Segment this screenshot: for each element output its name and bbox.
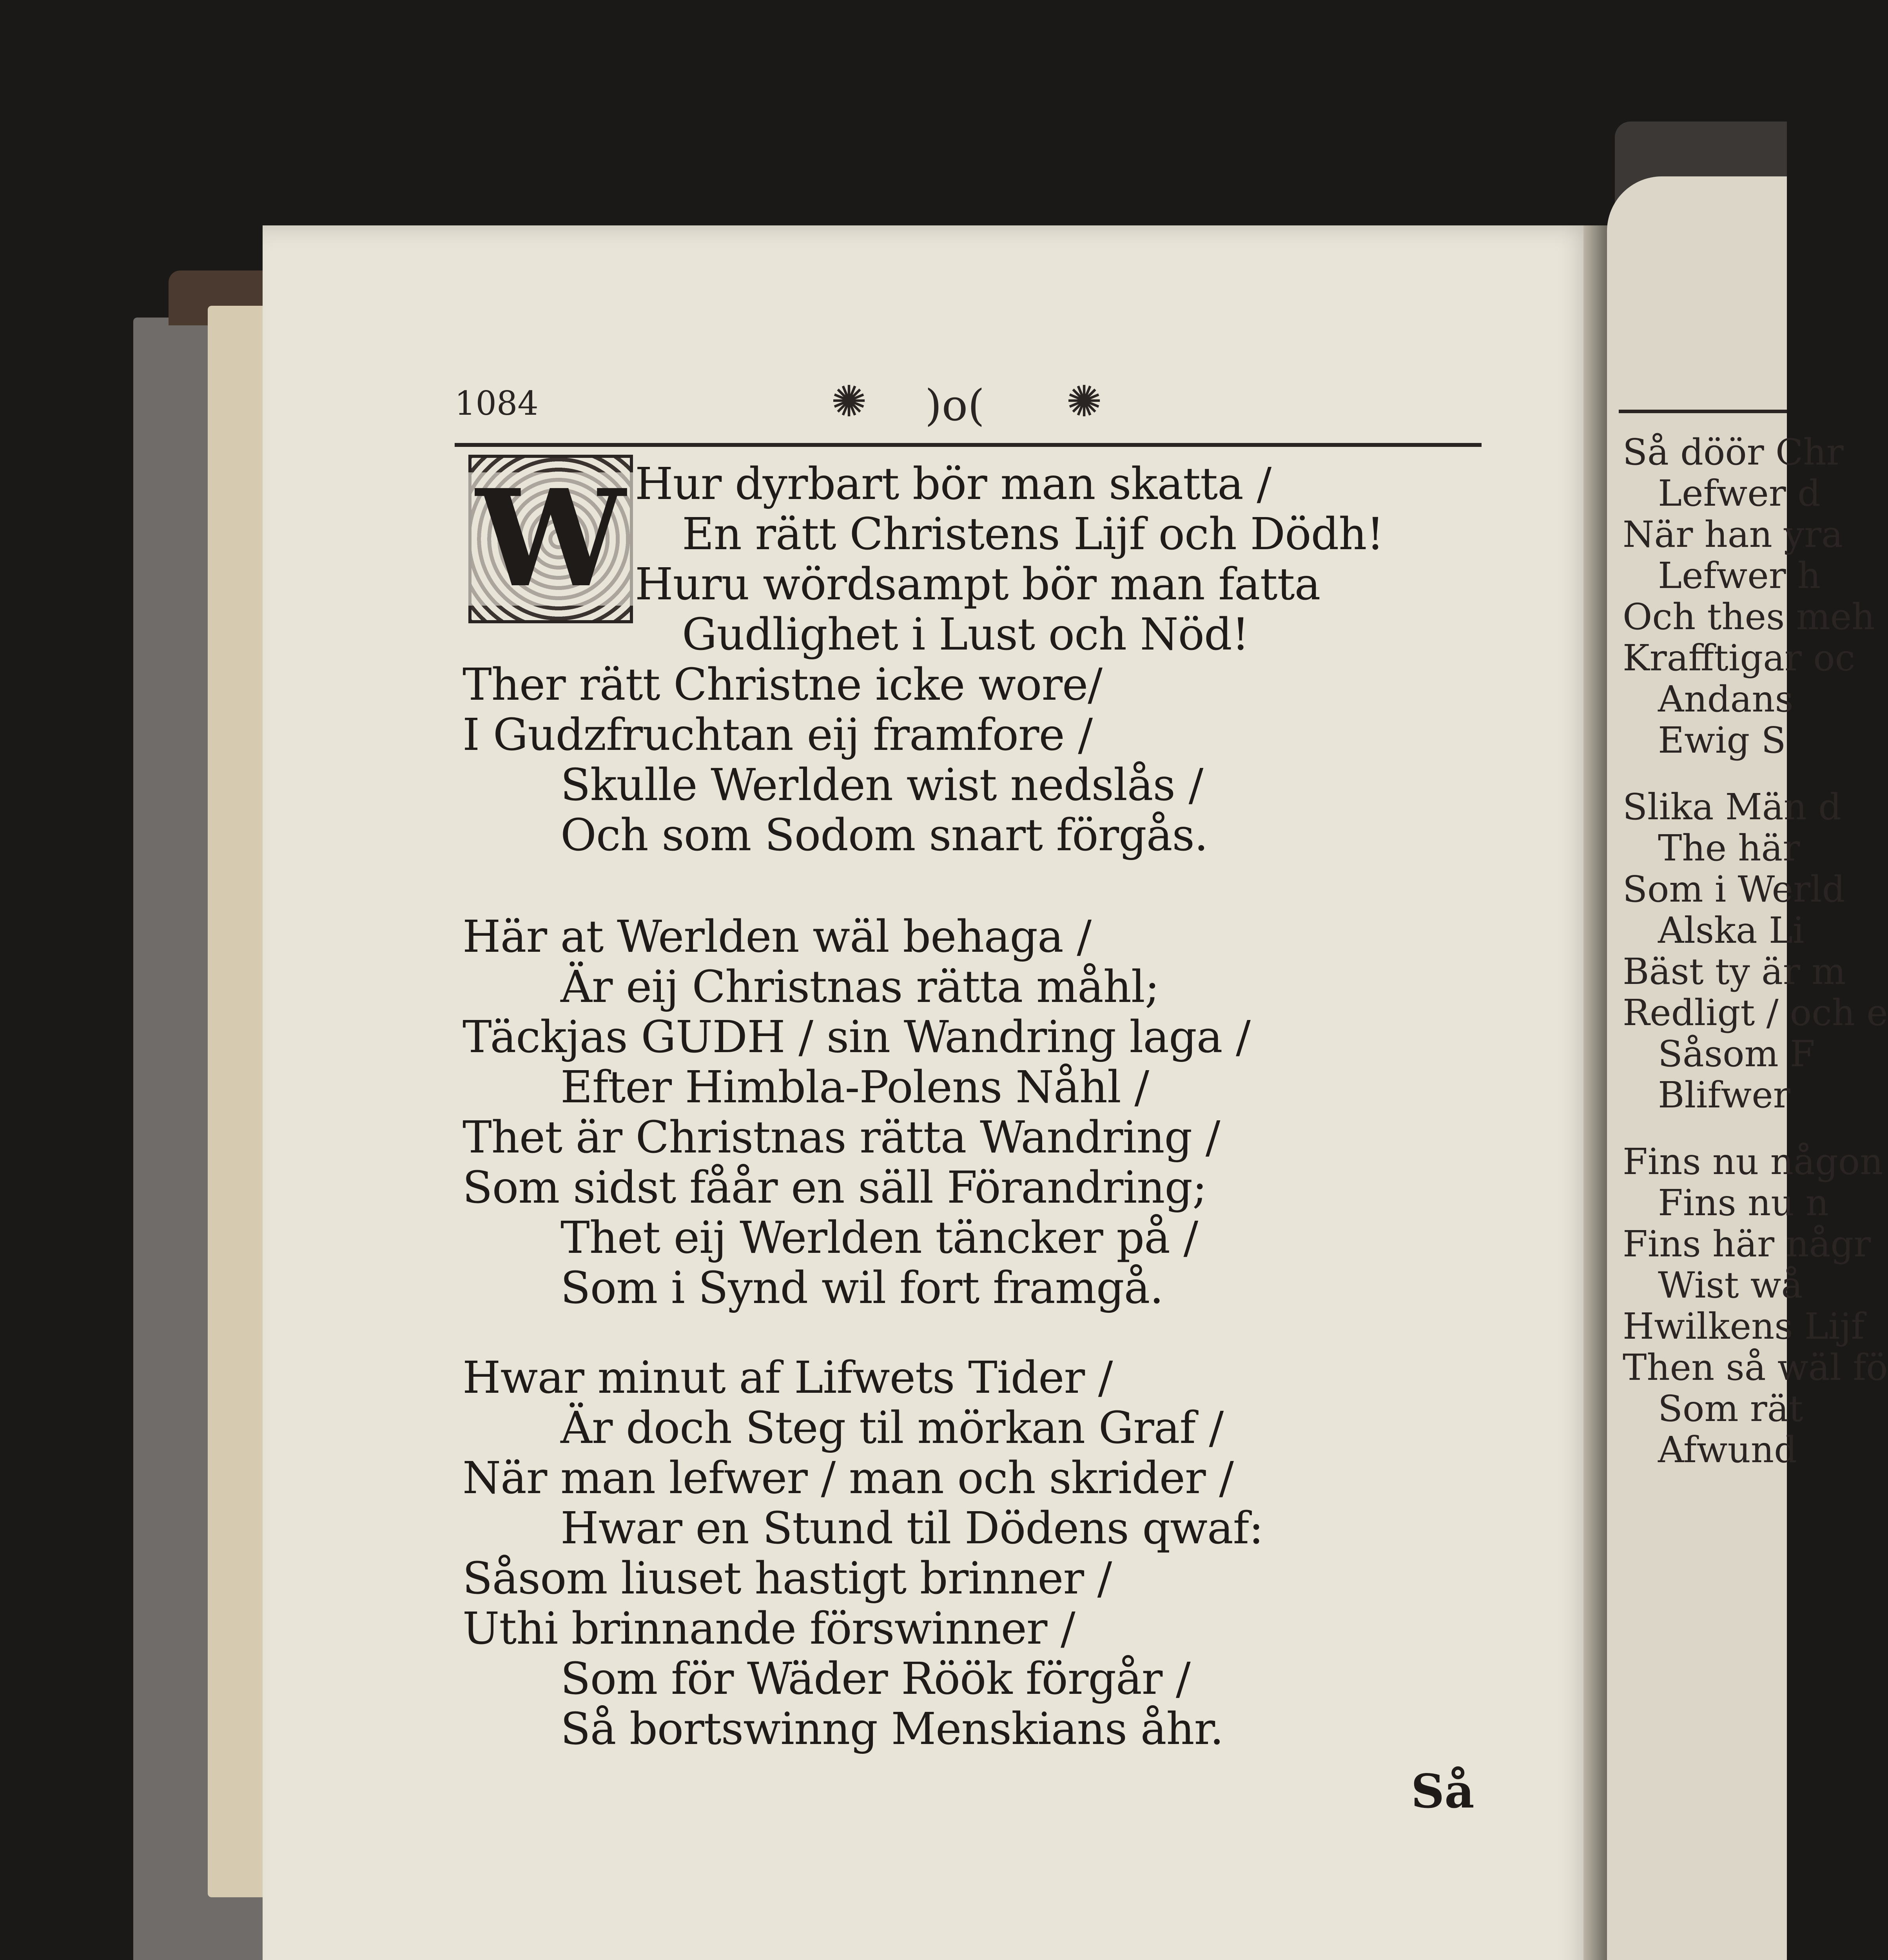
drop-cap-letter: W [468,472,633,606]
right-page-line: Hwilkens Lijf [1623,1305,1864,1347]
right-page-line: Bäst ty är m [1623,951,1846,993]
poem-line: Så bortswinng Menskians åhr. [560,1704,1224,1755]
right-page-line: The här [1658,827,1800,869]
right-page-line: Blifwer [1658,1074,1790,1116]
right-page-line: Afwund [1658,1429,1797,1471]
poem-line: Som för Wäder Röök förgår / [560,1653,1190,1704]
page-number: 1084 [455,384,539,423]
right-page-line: Krafftigar oc [1623,637,1855,679]
poem-line: Är eij Christnas rätta måhl; [560,962,1159,1013]
poem-line: Huru wördsampt bör man fatta [635,559,1320,610]
right-page-line: Lefwer d [1658,472,1821,514]
flower-ornament-icon: ✺ [1066,376,1103,426]
right-page-line: Så döör Chr [1623,431,1844,473]
right-page-line: När han yra [1623,514,1843,555]
right-page-line: Fins nu n [1658,1182,1829,1224]
right-page-line: Såsom F [1658,1033,1815,1075]
right-page-line: Ewig S [1658,719,1786,761]
poem-line: Thet eij Werlden täncker på / [560,1212,1198,1263]
poem-line: Som i Synd wil fort framgå. [560,1263,1163,1314]
right-page-line: Fins här någr [1623,1223,1871,1265]
poem-line: Efter Himbla-Polens Nåhl / [560,1062,1149,1113]
flower-ornament-icon: ✺ [831,376,867,426]
poem-line: Och som Sodom snart förgås. [560,810,1208,861]
poem-line: Uthi brinnande förswinner / [462,1603,1075,1654]
poem-line: Hwar en Stund til Dödens qwaf: [560,1503,1263,1554]
poem-line: Skulle Werlden wist nedslås / [560,760,1203,811]
poem-line: Som sidst fåår en säll Förandring; [462,1162,1207,1213]
right-page-line: Wist wå [1658,1264,1803,1306]
right-page-line: Lefwer h [1658,555,1821,597]
catchword: Så [1411,1764,1474,1818]
poem-line: Hur dyrbart bör man skatta / [635,459,1271,510]
right-page-line: Andans [1658,678,1794,720]
poem-line: Såsom liuset hastigt brinner / [462,1553,1112,1604]
right-page-line: Fins nu någon [1623,1141,1883,1183]
right-page-line: Som rät [1658,1388,1803,1430]
right-page-line: Redligt / och e [1623,992,1888,1034]
poem-line: En rätt Christens Lijf och Dödh! [682,509,1384,560]
poem-line: När man lefwer / man och skrider / [462,1453,1233,1504]
right-page-line: Och thes meh [1623,596,1875,638]
poem-line: Täckjas GUDH / sin Wandring laga / [462,1012,1250,1063]
right-page-line: Then så wäl fö [1623,1347,1888,1388]
header-center-mark: )o( [925,380,985,430]
poem-line: Är doch Steg til mörkan Graf / [560,1403,1224,1454]
poem-line: Hwar minut af Lifwets Tider / [462,1352,1113,1403]
poem-line: I Gudzfruchtan eij framfore / [462,710,1093,760]
poem-line: Thet är Christnas rätta Wandring / [462,1112,1220,1163]
right-page-line: Alska Li [1658,909,1805,951]
poem-line: Gudlighet i Lust och Nöd! [682,609,1249,660]
poem-line: Ther rätt Christne icke wore/ [462,659,1103,710]
right-page-line: Som i Werld [1623,868,1845,910]
right-page-line: Slika Män d [1623,786,1842,828]
poem-line: Här at Werlden wäl behaga / [462,911,1092,962]
